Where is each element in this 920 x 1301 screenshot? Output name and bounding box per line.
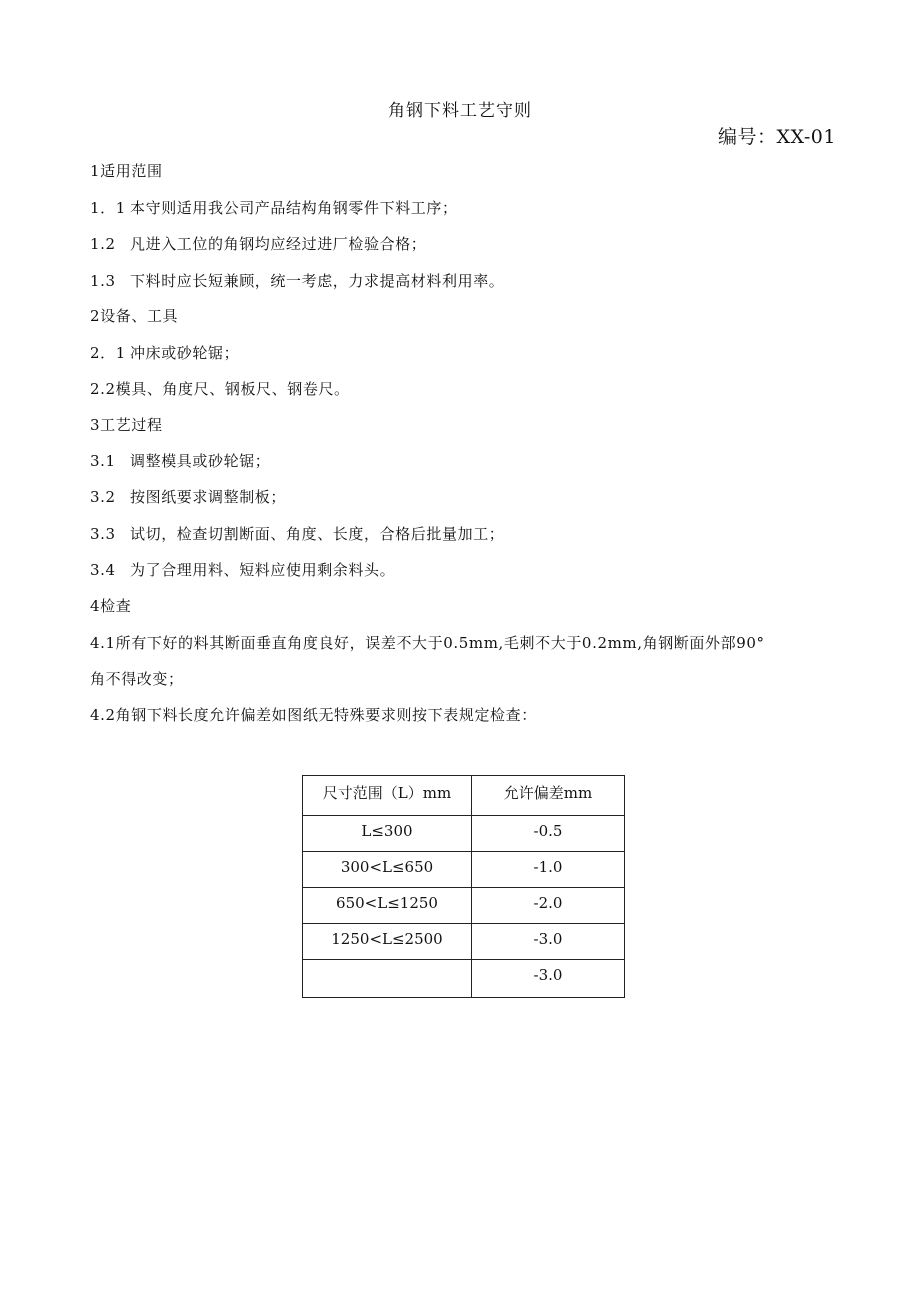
clause-number: 4.1 <box>90 634 116 652</box>
table-row <box>303 816 625 852</box>
table-row <box>303 924 625 960</box>
table-cell-tolerance: -3.0 <box>472 924 625 960</box>
tolerance-table <box>302 775 625 998</box>
clause-number: 4.2 <box>90 706 116 724</box>
clause-2-1 <box>90 342 239 363</box>
clause-text: 模具、角度尺、钢板尺、钢卷尺。 <box>115 380 350 398</box>
table-cell-range: 300<L≤650 <box>303 852 472 888</box>
clause-3-2 <box>90 486 286 507</box>
clause-number: 2．1 <box>90 344 126 362</box>
clause-2-2 <box>90 378 350 399</box>
clause-number: 1．1 <box>90 199 126 217</box>
clause-4-1 <box>90 632 765 653</box>
table-cell-tolerance: -1.0 <box>472 852 625 888</box>
document-code: 编号：XX-01 <box>718 126 836 148</box>
section-heading-scope: 1适用范围 <box>90 162 163 180</box>
clause-number: 3.3 <box>90 525 116 543</box>
clause-text: 所有下好的料其断面垂直角度良好，误差不大于0.5mm,毛刺不大于0.2mm,角钢断面外部90° <box>115 634 765 652</box>
clause-text: 按图纸要求调整制板； <box>130 488 287 506</box>
clause-number: 1.2 <box>90 235 116 253</box>
table-cell-tolerance: -0.5 <box>472 816 625 852</box>
clause-3-3 <box>90 523 504 544</box>
table-header-row <box>303 776 625 816</box>
clause-number: 3.2 <box>90 488 116 506</box>
table-cell-range: 1250<L≤2500 <box>303 924 472 960</box>
column-header-size-range: 尺寸范围（L）mm <box>303 776 472 816</box>
clause-text: 为了合理用料、短料应使用剩余料头。 <box>130 561 396 579</box>
clause-number: 3.1 <box>90 452 116 470</box>
section-heading-equipment: 2设备、工具 <box>90 307 179 325</box>
clause-3-4 <box>90 559 395 580</box>
table-row <box>303 960 625 998</box>
column-header-tolerance: 允许偏差mm <box>472 776 625 816</box>
clause-4-2 <box>90 704 537 725</box>
clause-text: 调整模具或砂轮锯； <box>130 452 271 470</box>
table-cell-range <box>303 960 472 998</box>
clause-text: 下料时应长短兼顾，统一考虑，力求提高材料利用率。 <box>130 272 505 290</box>
table-cell-range: 650<L≤1250 <box>303 888 472 924</box>
table-cell-range: L≤300 <box>303 816 472 852</box>
section-heading-process: 3工艺过程 <box>90 416 163 434</box>
clause-1-1 <box>90 197 458 218</box>
clause-4-1-continuation: 角不得改变； <box>90 670 184 688</box>
clause-number: 3.4 <box>90 561 116 579</box>
table-cell-tolerance: -3.0 <box>472 960 625 998</box>
clause-1-3 <box>90 270 504 291</box>
table-row <box>303 888 625 924</box>
clause-text: 试切，检查切割断面、角度、长度，合格后批量加工； <box>130 525 505 543</box>
section-heading-inspection: 4检查 <box>90 597 132 615</box>
clause-text: 冲床或砂轮锯； <box>130 344 240 362</box>
clause-1-2 <box>90 233 426 254</box>
table-cell-tolerance: -2.0 <box>472 888 625 924</box>
clause-text: 角钢下料长度允许偏差如图纸无特殊要求则按下表规定检查： <box>115 706 537 724</box>
table-row <box>303 852 625 888</box>
document-title: 角钢下料工艺守则 <box>388 101 532 121</box>
clause-text: 凡进入工位的角钢均应经过进厂检验合格； <box>130 235 427 253</box>
clause-text: 本守则适用我公司产品结构角钢零件下料工序； <box>130 199 458 217</box>
clause-number: 2.2 <box>90 380 116 398</box>
clause-number: 1.3 <box>90 272 116 290</box>
clause-3-1 <box>90 450 270 471</box>
